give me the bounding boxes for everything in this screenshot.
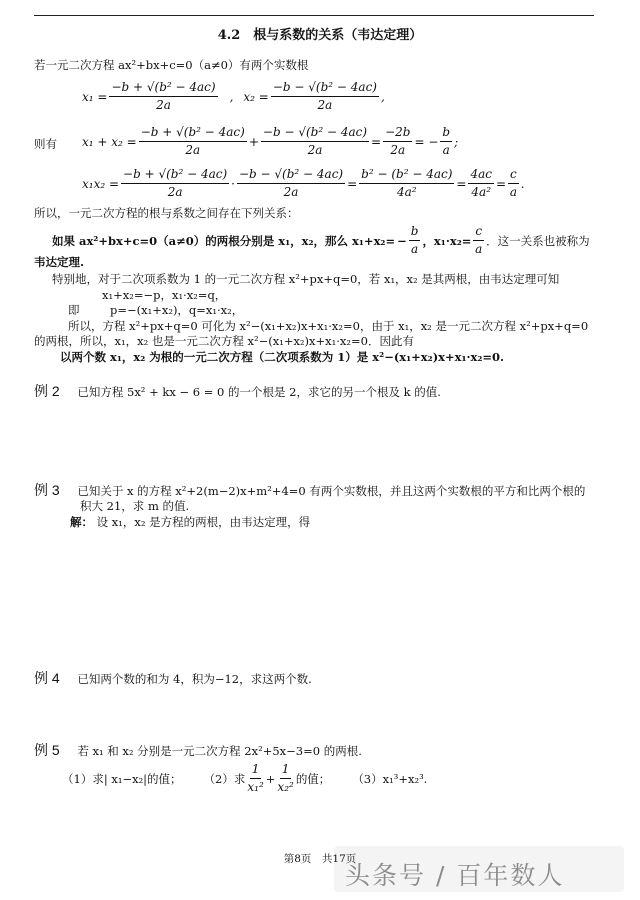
product-fraction-5 <box>508 167 519 200</box>
intro-text: 若一元二次方程 ax²+bx+c=0（a≠0）有两个实数根 <box>34 58 309 72</box>
sum-f1-den: 2a <box>185 143 201 157</box>
product-f3-num: b² − (b² − 4ac) <box>359 167 454 184</box>
theorem-f2-num: c <box>473 224 484 241</box>
sum-f2-den: 2a <box>307 143 323 157</box>
product-f1-den: 2a <box>167 185 183 199</box>
q2-plus: + <box>265 771 276 786</box>
sum-formula: x₁ + x₂ = $\frac{\text{−b + √(b² − 4ac)}}{2a}$ + $\frac{\text{−b − √(b² − 4ac)}}{2a}$ = $\frac{-2b}{2a}$ = − $\frac{b}{a}$ ; <box>82 125 459 157</box>
x2-fraction <box>271 80 379 113</box>
x2-lhs: x₂ = <box>243 89 269 104</box>
theorem-fraction-1 <box>409 224 421 257</box>
q2-f1-num: 1 <box>250 762 262 779</box>
x1-lhs: x₁ = <box>82 89 108 104</box>
example-3-line2: 积大 21，求 m 的值. <box>80 499 190 513</box>
theorem-name: 韦达定理. <box>34 255 85 269</box>
theorem-fraction-2 <box>473 224 484 257</box>
sum-f3-den: 2a <box>390 143 406 157</box>
example-2-text: 已知方程 5x² + kx − 6 = 0 的一个根是 2，求它的另一个根及 k 的值. <box>77 385 441 399</box>
example-3 <box>34 482 585 499</box>
product-f5-den: a <box>509 185 517 199</box>
special-case-conclusion: 以两个数 x₁，x₂ 为根的一元二次方程（二次项系数为 1）是 x²−(x₁+x₂)x+x₁·x₂=0. <box>60 350 505 364</box>
q2-f2-den: x₂² <box>277 780 294 794</box>
product-f2-num: −b − √(b² − 4ac) <box>237 167 345 184</box>
special-case-line4: 所以，方程 x²+px+q=0 可化为 x²−(x₁+x₂)x+x₁·x₂=0，由于 x₁，x₂ 是一元二次方程 x²+px+q=0 <box>68 319 589 333</box>
product-lhs: x₁x₂ = <box>82 176 120 191</box>
product-f4-den: 4a² <box>471 185 492 199</box>
x2-numerator: −b − √(b² − 4ac) <box>271 80 379 97</box>
example-5-q2-prefix: （2）求 <box>203 771 246 786</box>
example-5-q3: （3）x₁³+x₂³. <box>352 771 428 786</box>
sum-f4-den: a <box>442 143 450 157</box>
special-case-label: 即 <box>68 303 80 317</box>
product-f2-den: 2a <box>283 185 299 199</box>
special-case-line2: x₁+x₂=−p，x₁·x₂=q， <box>102 288 227 302</box>
vieta-theorem: 如果 ax²+bx+c=0（a≠0）的两根分别是 x₁，x₂，那么 x₁+x₂= − $\frac{b}{a}$ ，x₁·x₂= $\frac{c}{a}$ ．这一关系也被称为 <box>52 224 590 256</box>
product-fraction-2 <box>237 167 345 200</box>
x1-numerator: −b + √(b² − 4ac) <box>109 80 217 97</box>
example-5-label: 例 5 <box>34 742 60 758</box>
product-fraction-1 <box>121 167 229 200</box>
section-title: 4.2 根与系数的关系（韦达定理） <box>217 28 423 43</box>
theorem-part1: 如果 ax²+bx+c=0（a≠0）的两根分别是 x₁，x₂，那么 x₁+x₂= <box>52 233 396 248</box>
product-f5-num: c <box>508 167 519 184</box>
example-5-q1: （1）求| x₁−x₂|的值； <box>62 771 182 786</box>
sum-fraction-2 <box>261 125 369 158</box>
so-text: 所以，一元二次方程的根与系数之间存在下列关系： <box>34 206 299 220</box>
sum-lhs: x₁ + x₂ = <box>82 134 137 149</box>
theorem-part2: ，x₁·x₂= <box>422 233 472 248</box>
example-5-q2-fraction-1 <box>247 762 263 795</box>
example-4-text: 已知两个数的和为 4，积为−12，求这两个数. <box>77 672 312 686</box>
example-2 <box>34 383 441 400</box>
product-f1-num: −b + √(b² − 4ac) <box>121 167 229 184</box>
example-3-line1: 已知关于 x 的方程 x²+2(m−2)x+m²+4=0 有两个实数根，并且这两个实数根的平方和比两个根的 <box>77 484 586 498</box>
example-5 <box>34 742 362 759</box>
roots-formula: x₁ = $\frac{\text{−b + √(b² − 4ac)}}{2a}$ , x₂ = $\frac{\text{−b − √(b² − 4ac)}}{2a}$ , <box>82 80 385 112</box>
sum-f4-num: b <box>440 125 452 142</box>
special-case-line5: 的两根，所以，x₁，x₂ 也是一元二次方程 x²−(x₁+x₂)x+x₁·x₂=0．因此有 <box>34 334 414 348</box>
solution-text: 设 x₁，x₂ 是方程的两根，由韦达定理，得 <box>96 515 311 529</box>
special-case-line1: 特别地，对于二次项系数为 1 的一元二次方程 x²+px+q=0，若 x₁，x₂ 是其两根，由韦达定理可知 <box>52 272 560 286</box>
x1-denominator: 2a <box>156 98 171 112</box>
example-5-questions <box>62 762 427 795</box>
sum-f2-num: −b − √(b² − 4ac) <box>261 125 369 142</box>
x1-fraction <box>109 80 217 113</box>
sum-fraction-1 <box>139 125 247 158</box>
product-tail: . <box>520 176 525 191</box>
solution-label: 解： <box>70 515 93 529</box>
watermark: 头条号 / 百年数人 <box>345 861 565 890</box>
product-formula: x₁x₂ = $\frac{\text{−b + √(b² − 4ac)}}{2a}$ · $\frac{\text{−b − √(b² − 4ac)}}{2a}$ = $\frac{\text{b² − (b² − 4ac)}}{\text{4a²}}$ = $\frac{4ac}{\text{4a²}}$ = $\frac{c}{a}$ . <box>82 167 525 199</box>
special-case-line3: p=−(x₁+x₂)，q=x₁·x₂， <box>110 303 244 317</box>
sum-f1-num: −b + √(b² − 4ac) <box>139 125 247 142</box>
product-f4-num: 4ac <box>468 167 494 184</box>
example-4-label: 例 4 <box>34 670 60 686</box>
example-2-label: 例 2 <box>34 383 60 399</box>
example-5-q2-suffix: 的值； <box>295 771 331 786</box>
sum-tail: ; <box>454 134 459 149</box>
theorem-f1-num: b <box>409 224 421 241</box>
example-5-text: 若 x₁ 和 x₂ 分别是一元二次方程 2x²+5x−3=0 的两根. <box>77 744 362 758</box>
q2-f1-den: x₁² <box>247 780 264 794</box>
header-rule <box>34 15 594 16</box>
sum-prefix: 则有 <box>34 137 57 151</box>
x2-denominator: 2a <box>317 98 333 112</box>
theorem-f2-den: a <box>475 242 483 256</box>
example-5-q2-fraction-2 <box>277 762 293 795</box>
page-footer: 第8页 共17页 <box>283 853 357 865</box>
example-3-solution <box>70 514 310 530</box>
sum-fraction-3 <box>383 125 412 158</box>
sum-f3-num: −2b <box>383 125 412 142</box>
q2-f2-num: 1 <box>280 762 292 779</box>
product-fraction-3 <box>359 167 454 200</box>
example-4 <box>34 670 312 687</box>
sum-fraction-4 <box>440 125 452 158</box>
example-3-label: 例 3 <box>34 482 60 498</box>
theorem-part3: ．这一关系也被称为 <box>486 233 590 248</box>
theorem-f1-den: a <box>411 242 419 256</box>
product-fraction-4 <box>468 167 494 200</box>
product-f3-den: 4a² <box>396 185 417 199</box>
